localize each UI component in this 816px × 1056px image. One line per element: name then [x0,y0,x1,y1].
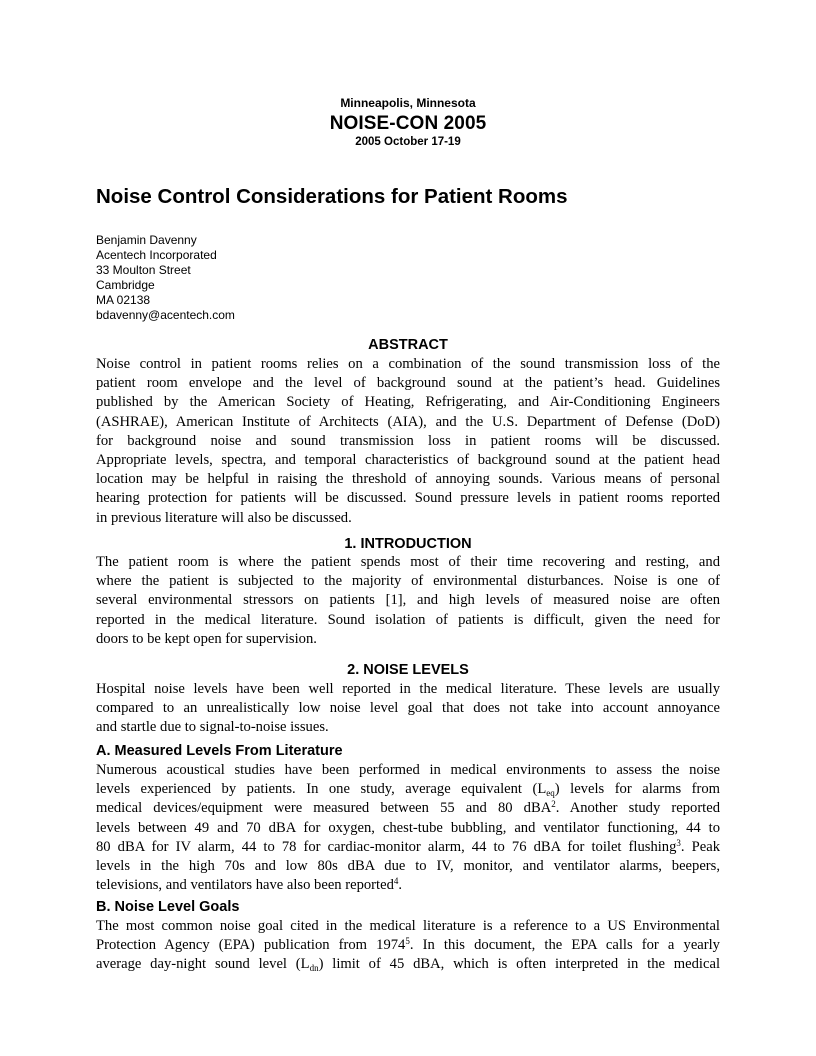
abstract-paragraph [96,355,720,528]
introduction-line: doors to be kept open for supervision. [96,630,317,647]
abstract-line: patient room envelope and the level of background sound at the patient’s head. Guidelines [96,375,720,392]
conference-city: Minneapolis, Minnesota [340,96,476,110]
abstract-line: published by the American Society of Heating, Refrigerating, and Air-Conditioning Engineers [96,394,720,411]
goals-line: The most common noise goal cited in the medical literature is a reference to a US Environmental [96,918,720,934]
author-block [96,233,235,323]
noise-levels-line: Hospital noise levels have been well reported in the medical literature. These levels are usually [96,681,720,697]
abstract-line: Noise control in patient rooms relies on a combination of the sound transmission loss of the [96,356,720,372]
paper-title: Noise Control Considerations for Patient Rooms [96,185,568,208]
measured-line: levels between 49 and 70 dBA for oxygen, chest-tube bubbling, and ventilator functioning, 44 to [96,819,720,836]
measured-line: medical devices/equipment were measured between 55 and 80 dBA$^2$. Another study reported [96,799,721,817]
noise-levels-paragraph [96,680,720,738]
goals-line: average day-night sound level $(L_{dn})$ limit of 45 dBA, which is often interpreted in the medical [96,956,720,974]
measured-line: 80 dBA for IV alarm, 44 to 78 for cardiac-monitor alarm, 44 to 76 dBA for toilet flushing$^3$. Peak [96,837,720,855]
goals-heading: B. Noise Level Goals [96,899,240,915]
introduction-line: reported in the medical literature. Sound isolation of patients is difficult, given the need for [96,611,720,628]
abstract-line: hearing protection for patients will be discussed. Sound pressure levels in patient rooms reported [96,490,720,507]
abstract-line: in previous literature will also be discussed. [96,509,352,526]
measured-line: levels experienced by patients. In one study, average equivalent $(L_{eq})$ levels for alarms from [96,781,721,799]
noise-levels-line: and startle due to signal-to-noise issues. [96,719,329,736]
abstract-heading: ABSTRACT [368,337,448,353]
measured-levels-paragraph [96,761,720,895]
author-organization: Acentech Incorporated [96,248,217,262]
author-state-zip: MA 02138 [96,293,151,307]
author-street: 33 Moulton Street [96,263,191,277]
author-email: bdavenny@acentech.com [96,308,235,322]
author-city: Cambridge [96,278,155,292]
conference-name: NOISE-CON 2005 [329,113,487,134]
measured-line: levels in the high 70s and low 80s dBA due to IV, monitor, and ventilator alarms, beepers, [96,857,720,874]
goals-line: Protection Agency (EPA) publication from 1974$^5$. In this document, the EPA calls for a yearly [96,936,720,954]
abstract-line: for background noise and sound transmission loss in patient rooms will be discussed. [96,432,720,449]
introduction-line: The patient room is where the patient spends most of their time recovering and resting, and [96,554,720,570]
noise-levels-line: compared to an unrealistically low noise level goal that does not take into account annoyance [96,700,720,717]
author-name: Benjamin Davenny [96,233,197,247]
introduction-line: several environmental stressors on patients [1], and high levels of measured noise are often [96,592,720,609]
measured-levels-heading: A. Measured Levels From Literature [96,743,343,759]
introduction-line: where the patient is subjected to the majority of environmental disturbances. Noise is one of [96,573,720,590]
measured-line: televisions, and ventilators have also been reported$^4$. [96,876,403,894]
goals-paragraph [96,917,720,975]
noise-levels-heading: 2. NOISE LEVELS [347,662,469,678]
abstract-line: Appropriate levels, spectra, and temporal characteristics of background sound at the patient head [96,451,720,468]
abstract-line: (ASHRAE), American Institute of Architects (AIA), and the U.S. Department of Defense (DoD) [96,413,720,430]
introduction-heading: 1. INTRODUCTION [344,536,472,552]
conference-dates: 2005 October 17-19 [355,136,461,148]
measured-line: Numerous acoustical studies have been performed in medical environments to assess the noise [96,762,720,778]
abstract-line: location may be helpful in raising the threshold of annoying sounds. Various means of personal [96,471,720,488]
introduction-paragraph [96,553,720,649]
